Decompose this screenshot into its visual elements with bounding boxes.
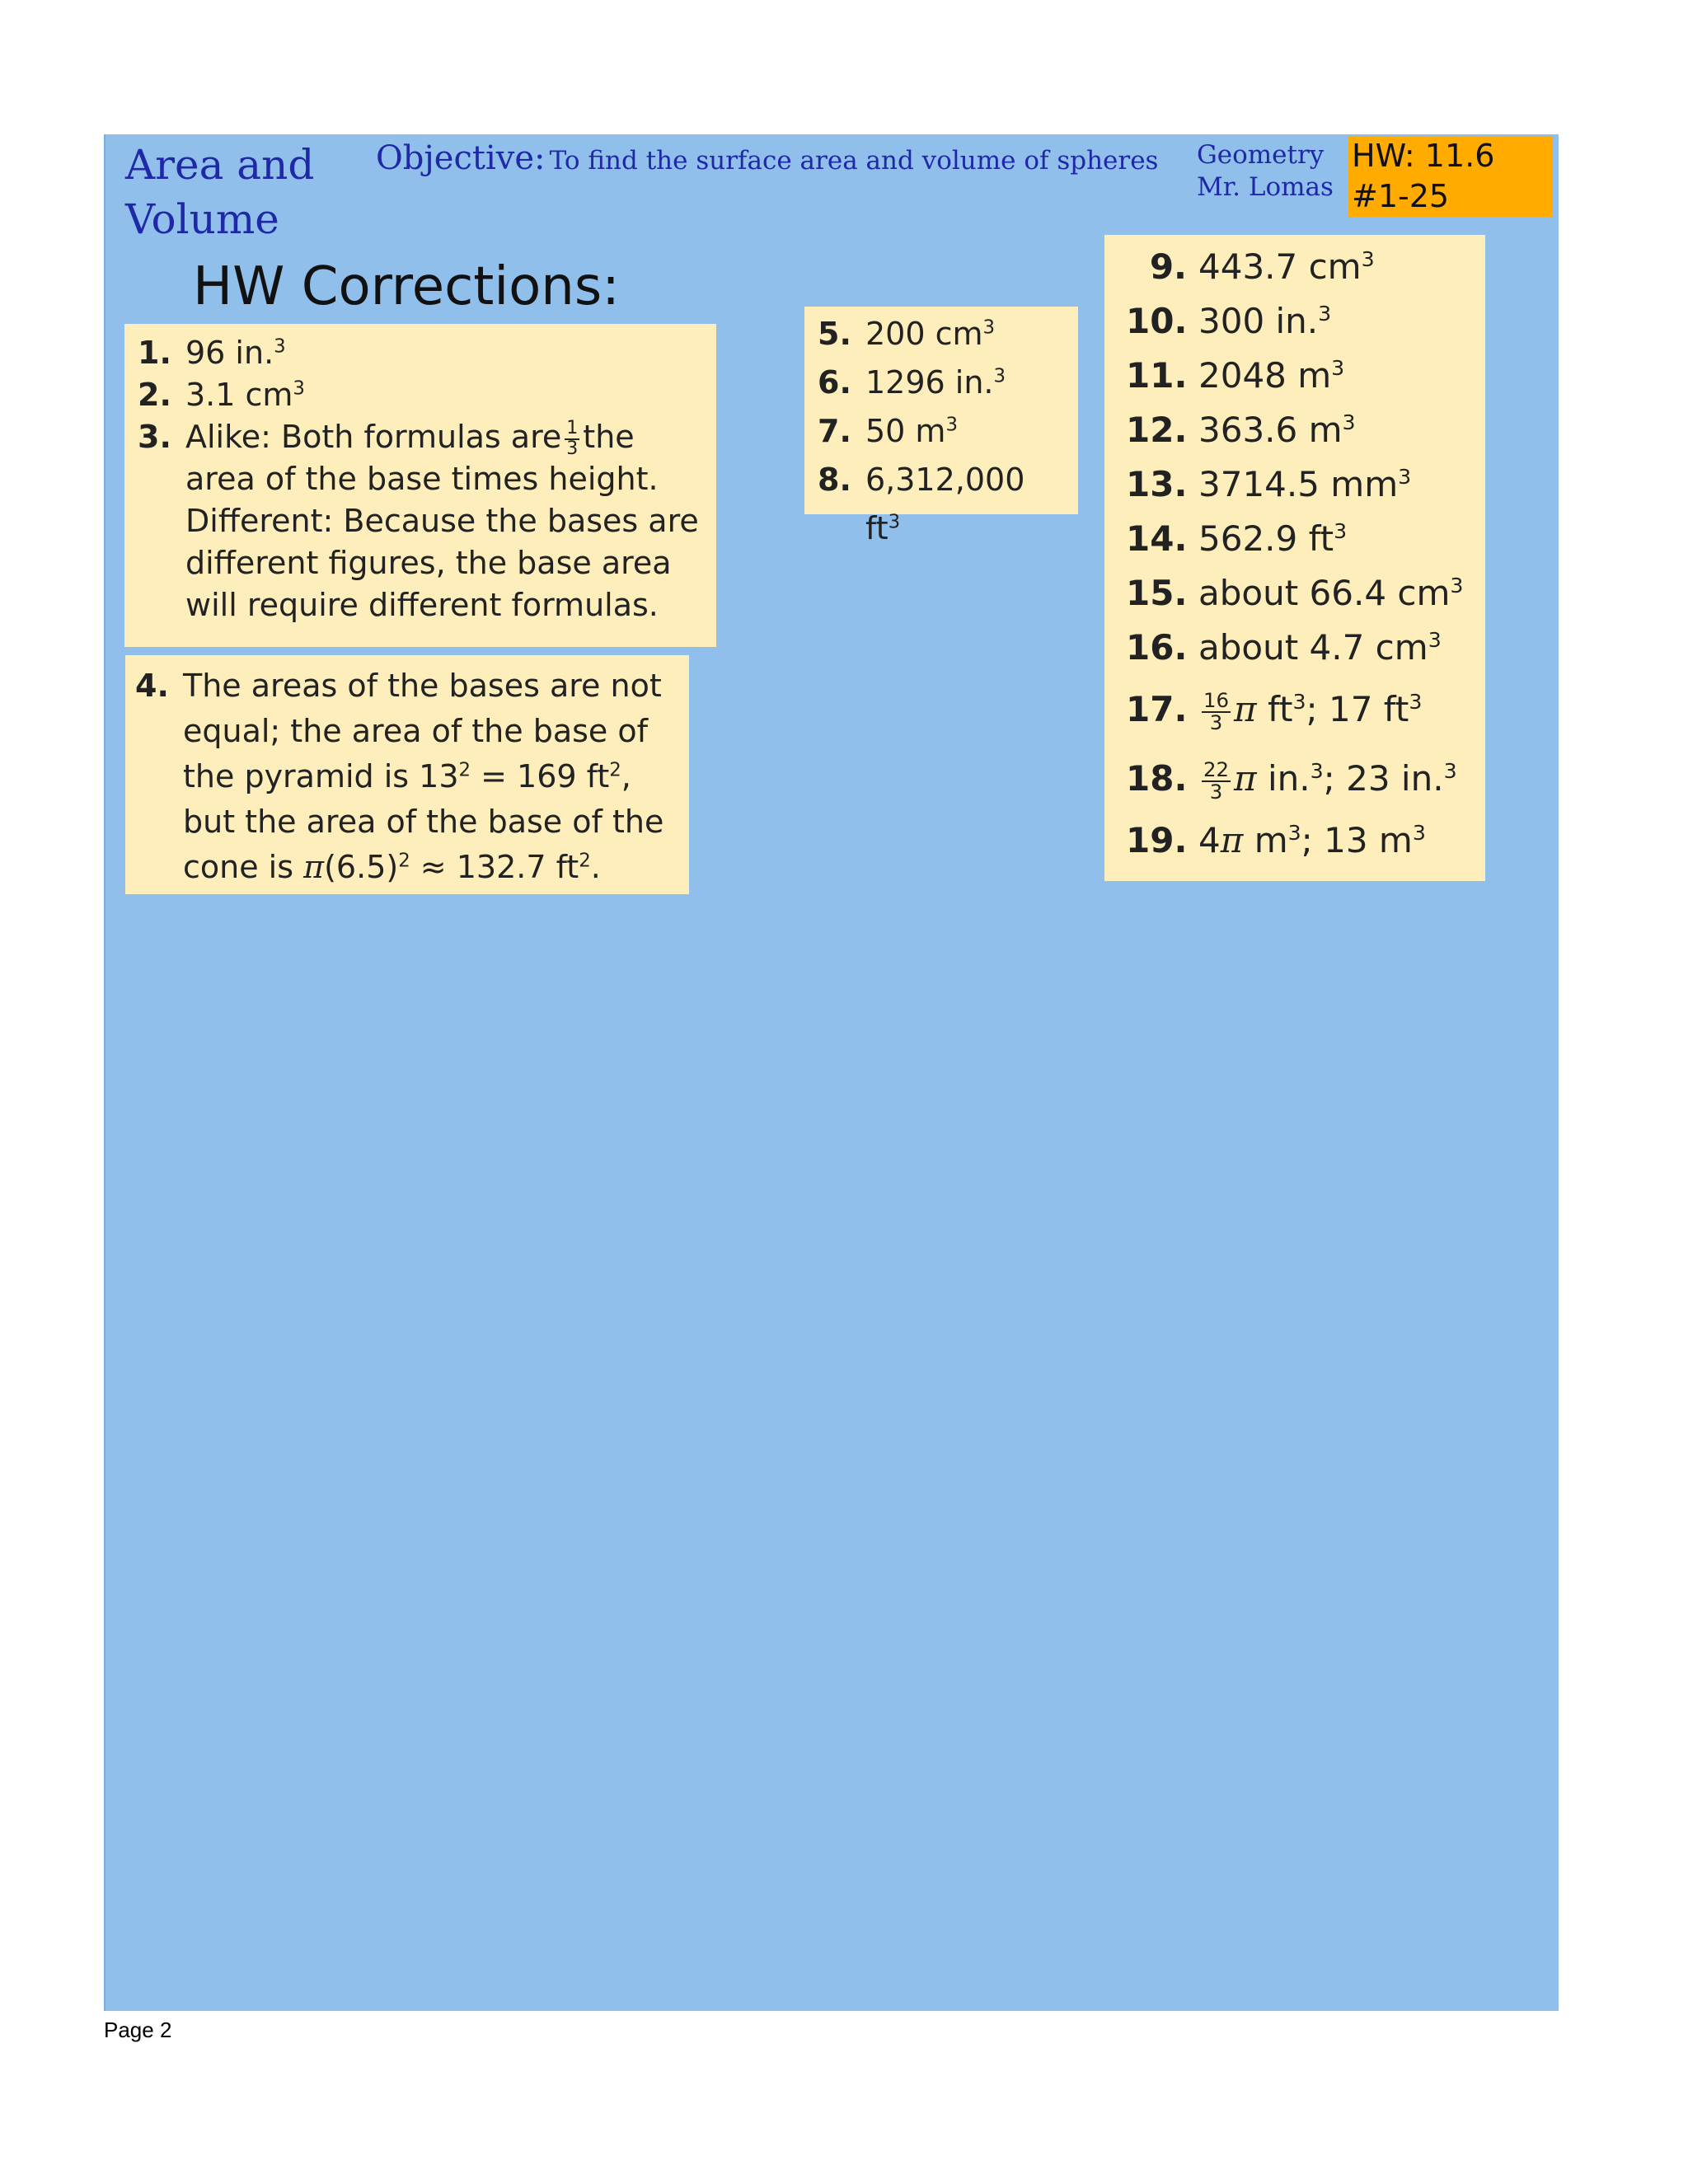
answer-box-2 — [125, 655, 689, 894]
answer-17: 17. $\frac{16}{3}$ π $ft^3$; 17 $ft^3$ — [1126, 688, 1423, 734]
answer-box-4 — [1104, 235, 1485, 881]
section-title: HW Corrections: — [193, 256, 620, 317]
answer-11: 11. 2048 $m^3$ — [1126, 355, 1345, 396]
answer-18: 18. $\frac{22}{3}$ π in.$^3$; 23 in.$^3$ — [1126, 757, 1457, 804]
title: Area and Volume — [125, 141, 315, 243]
answer-box-3 — [804, 307, 1078, 546]
answer-8: 8. 6,312,000 $ft^3$ — [818, 462, 1025, 546]
answer-12: 12. 363.6 $m^3$ — [1126, 410, 1356, 450]
course-info — [1197, 139, 1334, 204]
answer-13: 13. 3714.5 $mm^3$ — [1126, 464, 1412, 504]
teacher-name: Mr. Lomas — [1197, 172, 1334, 202]
fraction: $\frac{22}{3}$ — [1203, 757, 1229, 804]
objective-label: Objective: — [376, 139, 546, 177]
answer-2: 2. 3.1 $cm^3$ — [138, 377, 305, 413]
fraction: $\frac{1}{3}$ — [566, 418, 579, 459]
answer-box-1 — [124, 324, 716, 647]
page-number: Page 2 — [104, 2018, 172, 2042]
course-name: Geometry — [1197, 140, 1325, 170]
answer-6: 6. 1296 in.$^3$ — [818, 364, 1006, 401]
homework-box: HW: 11.6 #1-25 — [1348, 136, 1553, 217]
answer-4: 4. The areas of the bases are not equal; the area of the base of the pyramid is $13^2 = 169$ $ft^2$, but the area of the base of the cone is $\pi(6.5)^2 \approx 132.7$ $ft^2$. — [135, 668, 664, 885]
objective — [376, 139, 1158, 177]
answer-15: 15. about 66.4 $cm^3$ — [1126, 573, 1464, 613]
answer-7: 7. 50 $m^3$ — [818, 413, 958, 449]
cropped-heading-fragment — [1104, 225, 1485, 241]
answer-5: 5. 200 $cm^3$ — [818, 316, 996, 352]
answer-16: 16. about 4.7 $cm^3$ — [1126, 627, 1442, 668]
answer-3: 3. Alike: Both formulas are $\frac{1}{3}$ the area of the base times height. Different: Because the bases are different figures, the base area will require different formulas. — [138, 418, 699, 623]
slide — [104, 134, 1559, 2011]
fraction: $\frac{16}{3}$ — [1203, 688, 1229, 734]
answer-9: 9. 443.7 $cm^3$ — [1149, 246, 1375, 287]
answer-19: 19. 4π $m^3$; 13 $m^3$ — [1126, 820, 1426, 860]
answer-1: 1. 96 in.$^3$ — [138, 335, 286, 371]
objective-text: To find the surface area and volume of spheres — [549, 146, 1159, 176]
answer-10: 10. 300 in.$^3$ — [1126, 301, 1332, 341]
answer-14: 14. 562.9 $ft^3$ — [1126, 518, 1348, 559]
